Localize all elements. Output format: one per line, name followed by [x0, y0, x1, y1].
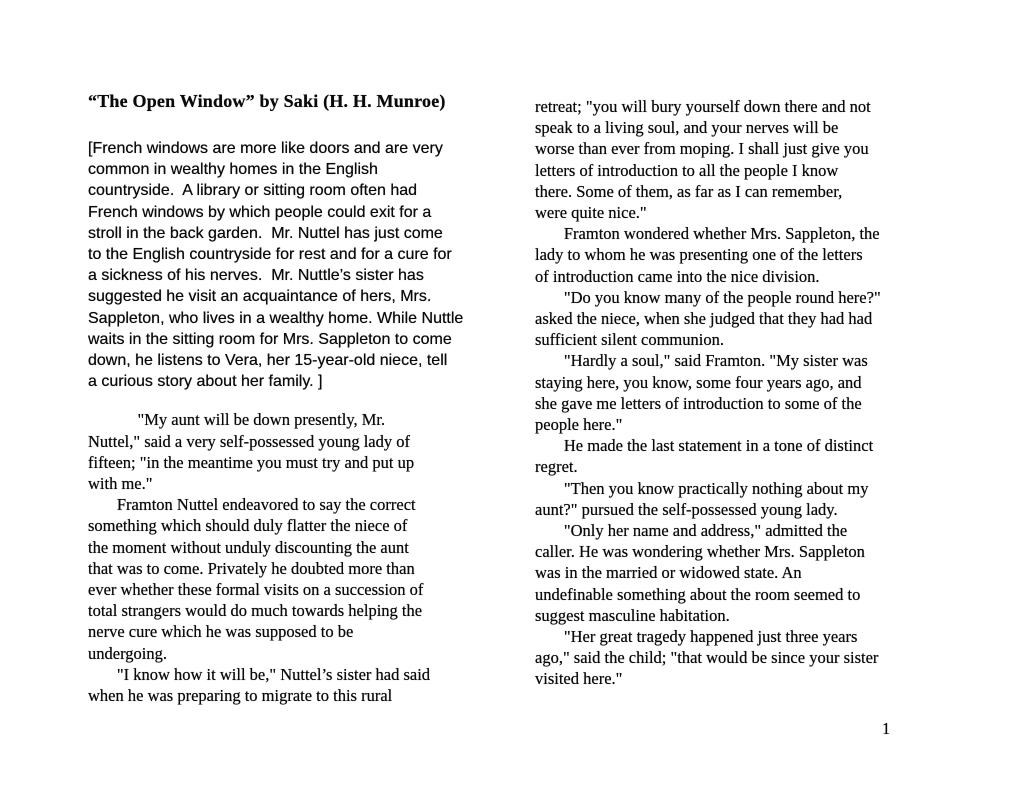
- text-line: undergoing.: [88, 643, 167, 663]
- text-line: common in wealthy homes in the English: [88, 161, 378, 179]
- story-text-left: [88, 409, 513, 706]
- text-line: Sappleton, who lives in a wealthy home. While Nuttle: [88, 309, 464, 327]
- text-line: were quite nice.": [535, 203, 647, 223]
- text-line: "Do you know many of the people round here?": [535, 287, 881, 307]
- text-line: Framton Nuttel endeavored to say the correct: [88, 495, 416, 515]
- text-line: He made the last statement in a tone of distinct: [535, 436, 874, 456]
- text-line: down, he listens to Vera, her 15-year-old niece, tell: [88, 352, 448, 370]
- intro-note: [88, 138, 513, 392]
- text-line: staying here, you know, some four years ago, and: [535, 372, 862, 392]
- text-line: a sickness of his nerves. Mr. Nuttle’s sister has: [88, 267, 424, 285]
- text-line: asked the niece, when she judged that they had had: [535, 309, 873, 329]
- text-line: the moment without unduly discounting the aunt: [88, 537, 409, 557]
- text-line: suggested he visit an acquaintance of hers, Mrs.: [88, 288, 432, 306]
- text-line: lady to whom he was presenting one of the letters: [535, 245, 863, 265]
- text-line: [French windows are more like doors and are very: [88, 140, 443, 157]
- text-line: sufficient silent communion.: [535, 330, 724, 350]
- text-line: to the English countryside for rest and for a cure for: [88, 246, 452, 264]
- text-line: countryside. A library or sitting room often had: [88, 182, 418, 200]
- text-line: was in the married or widowed state. An: [535, 563, 802, 583]
- text-line: people here.": [535, 415, 623, 435]
- text-line: when he was preparing to migrate to this rural: [88, 686, 393, 706]
- text-line: she gave me letters of introduction to some of the: [535, 393, 862, 413]
- text-line: a curious story about her family. ]: [88, 373, 323, 391]
- text-line: of introduction came into the nice division.: [535, 266, 820, 286]
- text-line: French windows by which people could exit for a: [88, 203, 432, 221]
- text-line: with me.": [88, 474, 153, 494]
- text-line: suggest masculine habitation.: [535, 605, 730, 625]
- text-line: caller. He was wondering whether Mrs. Sappleton: [535, 542, 865, 562]
- text-line: there. Some of them, as far as I can remember,: [535, 181, 843, 201]
- text-line: speak to a living soul, and your nerves will be: [535, 118, 839, 138]
- text-line: that was to come. Privately he doubted more than: [88, 558, 415, 578]
- text-line: retreat; "you will bury yourself down there and not: [535, 97, 871, 116]
- text-line: "Her great tragedy happened just three years: [535, 627, 858, 647]
- text-line: letters of introduction to all the people I know: [535, 160, 839, 180]
- text-line: stroll in the back garden. Mr. Nuttel has just come: [88, 224, 443, 242]
- text-line: something which should duly flatter the niece of: [88, 516, 408, 536]
- text-line: "I know how it will be," Nuttel’s sister had said: [88, 664, 431, 684]
- text-line: fifteen; "in the meantime you must try and put up: [88, 452, 415, 472]
- text-line: Nuttel," said a very self-possessed young lady of: [88, 431, 410, 451]
- page-number: 1: [882, 719, 891, 738]
- text-line: visited here.": [535, 669, 623, 689]
- page-title: “The Open Window” by Saki (H. H. Munroe): [88, 91, 446, 111]
- text-line: worse than ever from moping. I shall just give you: [535, 139, 869, 159]
- text-line: nerve cure which he was supposed to be: [88, 622, 354, 642]
- left-column: [88, 138, 513, 706]
- text-line: "Hardly a soul," said Framton. "My sister was: [535, 351, 868, 371]
- text-line: ever whether these formal visits on a succession of: [88, 580, 424, 600]
- text-line: waits in the sitting room for Mrs. Sappleton to come: [88, 330, 452, 348]
- right-column: [535, 96, 935, 690]
- text-line: "Only her name and address," admitted the: [535, 521, 848, 541]
- text-line: regret.: [535, 457, 578, 477]
- text-line: total strangers would do much towards helping the: [88, 601, 423, 621]
- text-line: "My aunt will be down presently, Mr.: [88, 410, 386, 430]
- text-line: ago," said the child; "that would be since your sister: [535, 648, 879, 668]
- text-line: "Then you know practically nothing about my: [535, 478, 869, 498]
- text-line: undefinable something about the room seemed to: [535, 584, 861, 604]
- text-line: Framton wondered whether Mrs. Sappleton, the: [535, 224, 880, 244]
- text-line: aunt?" pursued the self-possessed young lady.: [535, 499, 838, 519]
